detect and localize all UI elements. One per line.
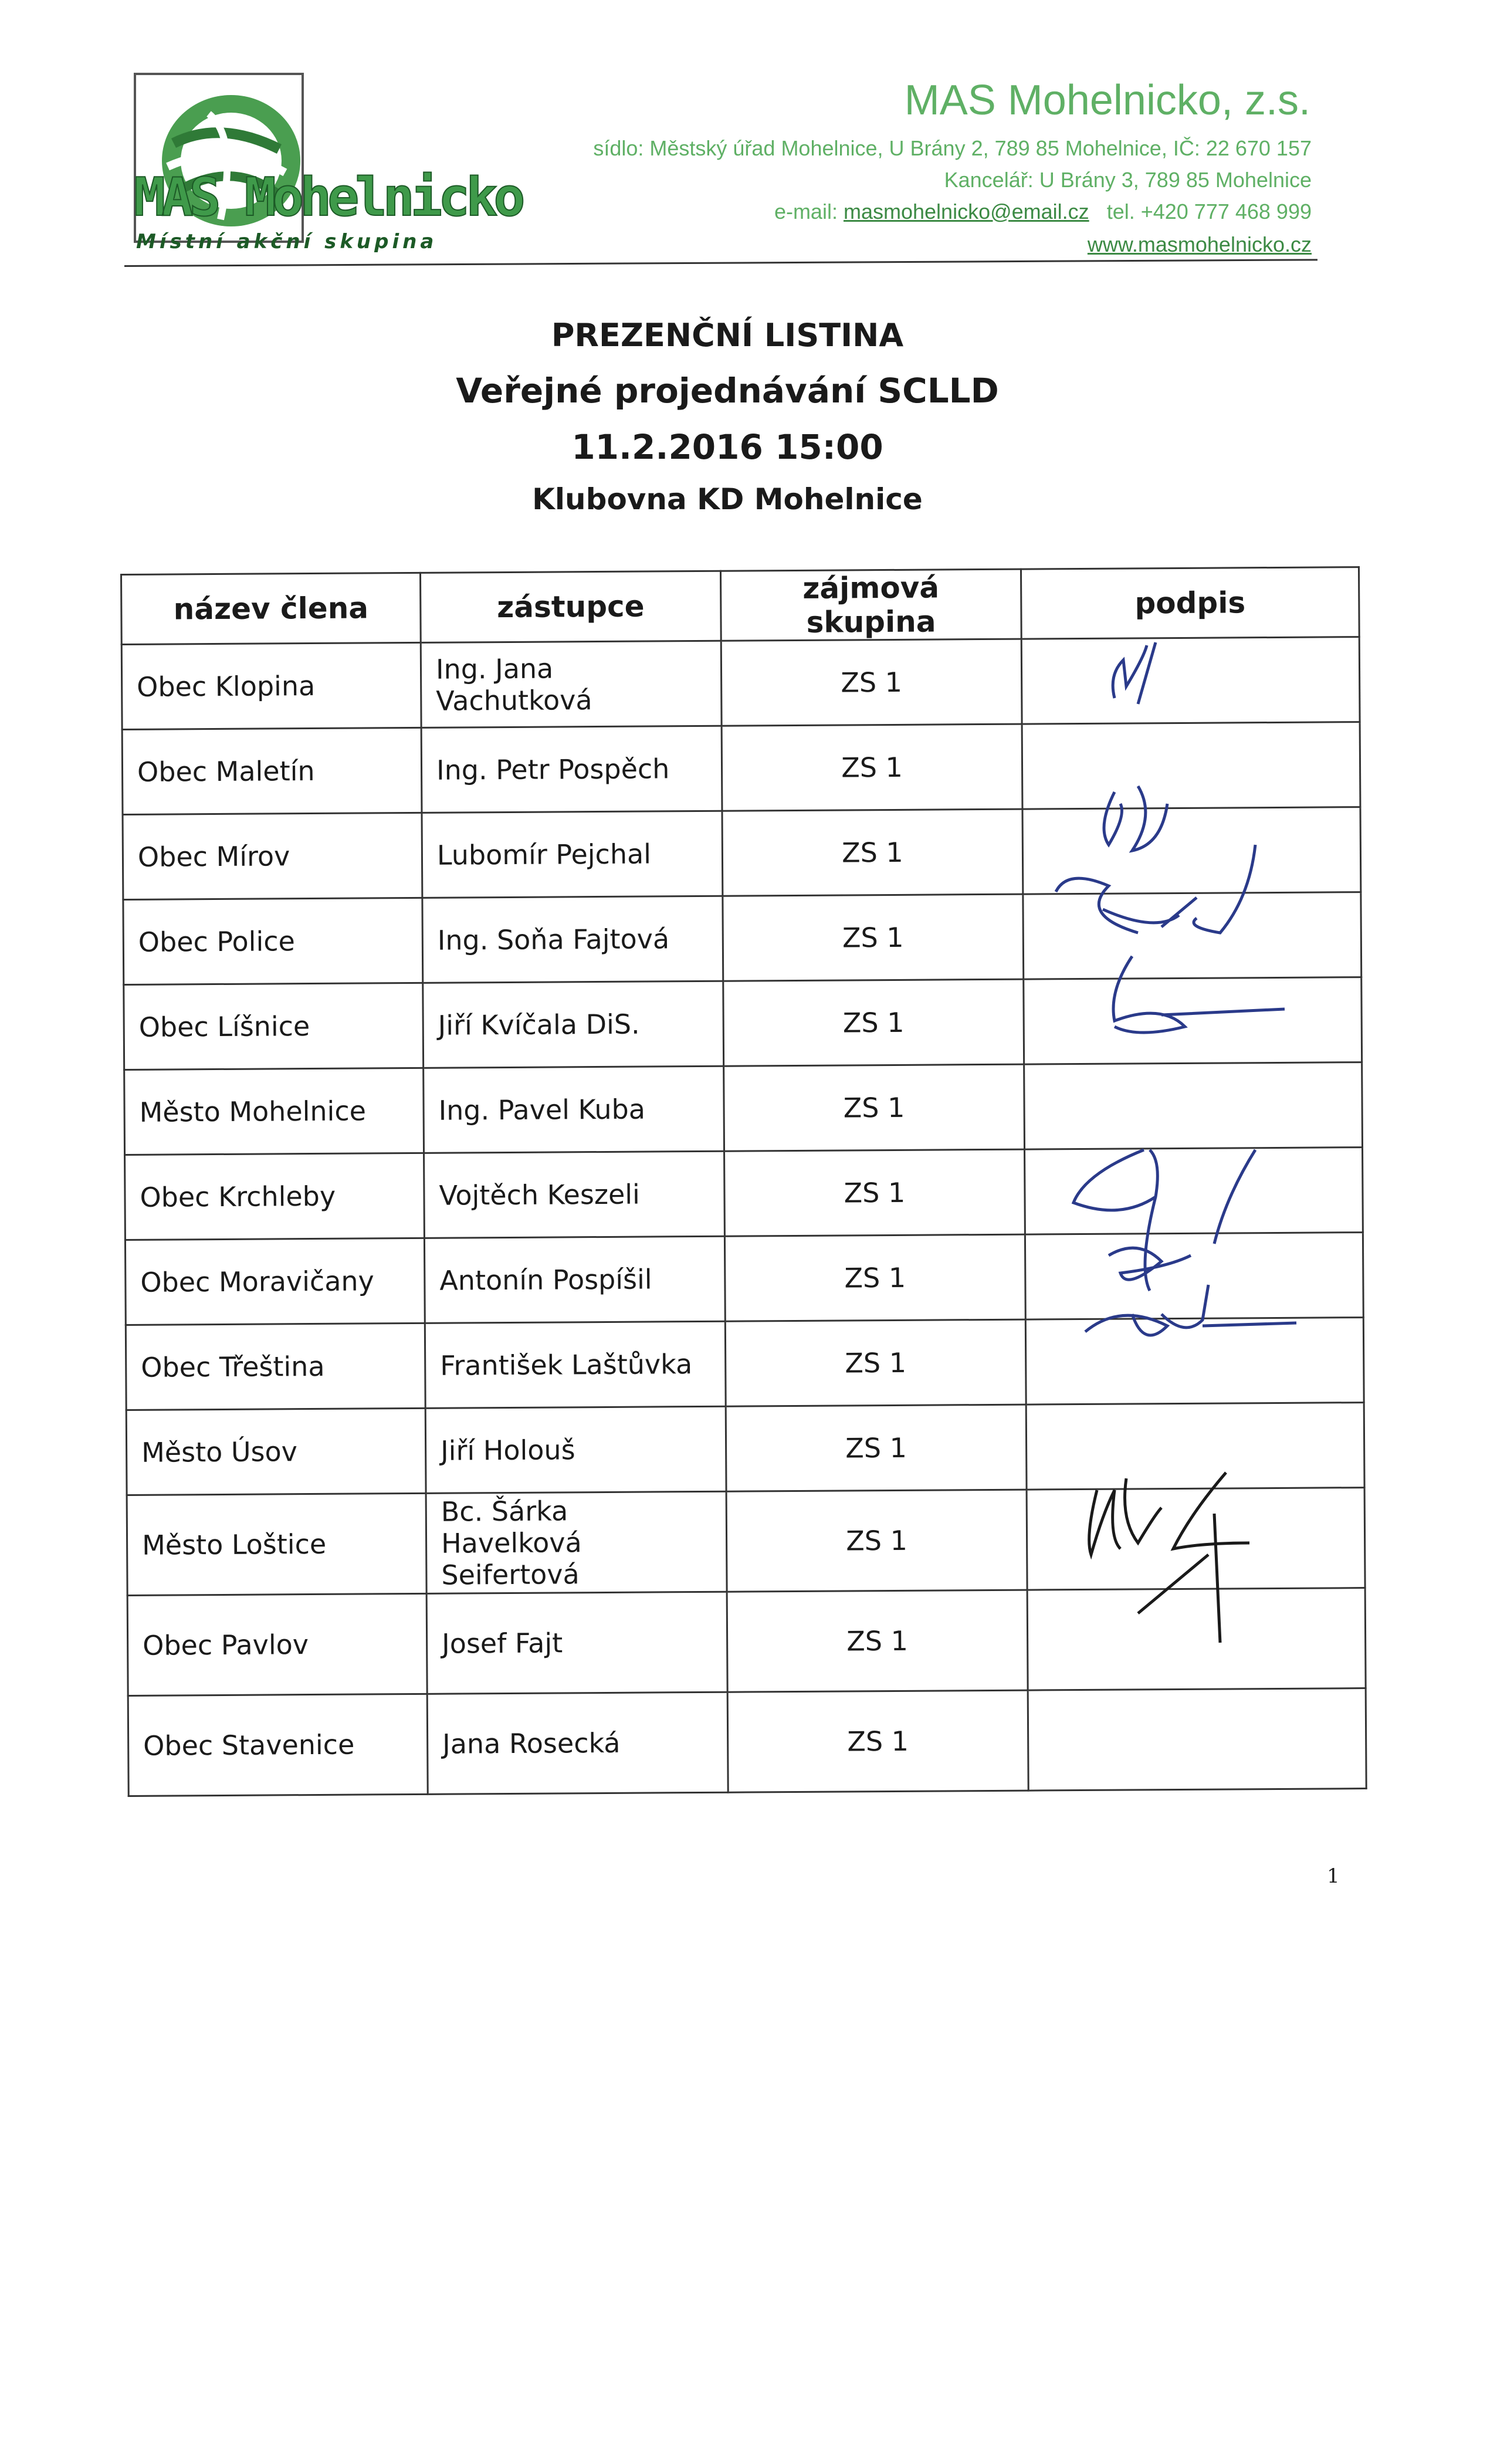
group-cell: ZS 1 xyxy=(727,1590,1028,1692)
email-link[interactable]: masmohelnicko@email.cz xyxy=(843,199,1089,224)
representative-cell: Vojtěch Keszeli xyxy=(424,1151,725,1238)
logo-tagline: Místní akční skupina xyxy=(136,230,438,253)
representative-cell: Josef Fajt xyxy=(426,1592,727,1694)
organization-web xyxy=(1088,232,1312,257)
representative-cell: Lubomír Pejchal xyxy=(422,811,723,898)
representative-cell: Jiří Holouš xyxy=(425,1406,726,1493)
group-cell: ZS 1 xyxy=(727,1690,1028,1792)
group-cell: ZS 1 xyxy=(723,894,1024,981)
event-venue: Klubovna KD Mohelnice xyxy=(532,482,923,516)
logo-wordmark: MAS Mohelnicko xyxy=(134,167,521,228)
organization-seat: sídlo: Městský úřad Mohelnice, U Brány 2, 789 85 Mohelnice, IČ: 22 670 157 xyxy=(593,136,1312,160)
member-cell: Obec Moravičany xyxy=(125,1238,425,1325)
group-cell: ZS 1 xyxy=(722,724,1022,811)
header-signature: podpis xyxy=(1021,567,1359,639)
header-divider xyxy=(124,259,1318,267)
handwritten-signature-lostice xyxy=(1073,1455,1285,1666)
table-row xyxy=(128,1688,1366,1796)
header-member: název člena xyxy=(121,573,421,644)
representative-cell: František Laštůvka xyxy=(425,1321,726,1408)
member-cell: Obec Líšnice xyxy=(124,983,424,1069)
member-cell: Obec Mírov xyxy=(123,813,422,899)
member-cell: Město Loštice xyxy=(127,1493,426,1595)
group-cell: ZS 1 xyxy=(721,639,1022,726)
group-cell: ZS 1 xyxy=(726,1490,1027,1592)
representative-cell: Jana Rosecká xyxy=(427,1692,728,1794)
representative-cell: Ing. Pavel Kuba xyxy=(424,1066,724,1153)
email-label: e-mail: xyxy=(774,199,838,224)
group-cell: ZS 1 xyxy=(724,1234,1025,1321)
group-cell: ZS 1 xyxy=(725,1319,1026,1406)
page-number: 1 xyxy=(1327,1864,1340,1888)
header-representative: zástupce xyxy=(420,571,721,642)
header-group: zájmová skupina xyxy=(720,569,1021,641)
representative-cell: Jiří Kvíčala DiS. xyxy=(423,981,724,1068)
member-cell: Obec Třeština xyxy=(126,1323,425,1410)
handwritten-signature-klopina xyxy=(1091,634,1208,710)
member-cell: Obec Krchleby xyxy=(125,1153,425,1240)
signature-cell xyxy=(1028,1688,1366,1791)
member-cell: Obec Pavlov xyxy=(127,1593,427,1695)
event-datetime: 11.2.2016 15:00 xyxy=(571,427,883,467)
representative-cell: Bc. Šárka Havelková Seifertová xyxy=(426,1491,727,1593)
representative-cell: Ing. Jana Vachutková xyxy=(421,641,722,727)
table-header-row xyxy=(121,567,1360,645)
event-name: Veřejné projednávání SCLLD xyxy=(456,371,999,411)
representative-cell: Ing. Petr Pospěch xyxy=(421,726,722,813)
group-cell: ZS 1 xyxy=(722,809,1023,896)
group-cell: ZS 1 xyxy=(726,1404,1027,1491)
organization-contact xyxy=(774,199,1312,224)
representative-cell: Ing. Soňa Fajtová xyxy=(422,896,723,983)
handwritten-signature-mirov-police-lisnice xyxy=(1044,780,1291,1085)
group-cell: ZS 1 xyxy=(723,979,1024,1066)
handwritten-signature-krchleby-moravicany-trestina xyxy=(1050,1138,1314,1373)
member-cell: Obec Police xyxy=(123,898,423,984)
representative-cell: Antonín Pospíšil xyxy=(424,1236,725,1323)
organization-office: Kancelář: U Brány 3, 789 85 Mohelnice xyxy=(944,168,1312,192)
document-title: PREZENČNÍ LISTINA xyxy=(551,317,904,354)
phone: tel. +420 777 468 999 xyxy=(1106,199,1312,224)
group-cell: ZS 1 xyxy=(724,1149,1025,1236)
member-cell: Obec Klopina xyxy=(121,642,421,729)
member-cell: Město Mohelnice xyxy=(124,1068,424,1155)
member-cell: Město Úsov xyxy=(126,1408,426,1495)
member-cell: Obec Maletín xyxy=(122,727,422,814)
member-cell: Obec Stavenice xyxy=(128,1694,428,1796)
organization-name: MAS Mohelnicko, z.s. xyxy=(904,77,1310,124)
web-link[interactable]: www.masmohelnicko.cz xyxy=(1087,232,1312,256)
group-cell: ZS 1 xyxy=(724,1064,1025,1151)
